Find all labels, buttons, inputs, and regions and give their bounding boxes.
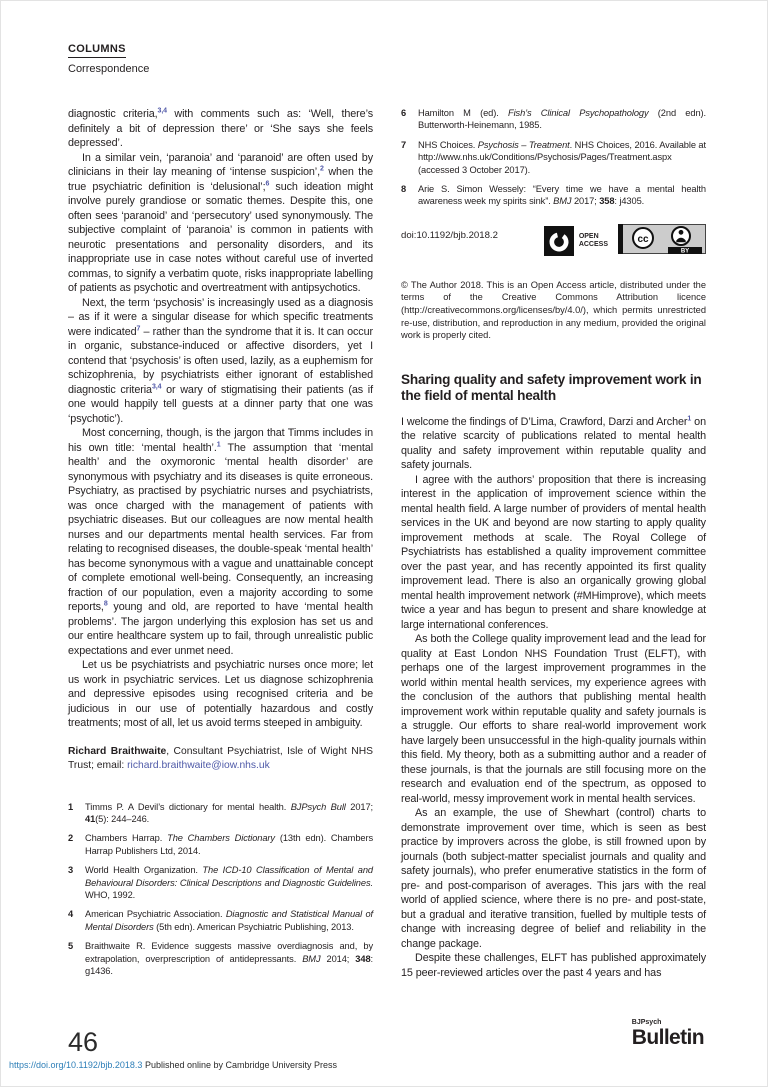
- italic-text: BMJ: [553, 196, 572, 207]
- italic-text: BJPsych Bull: [290, 801, 346, 812]
- bold-text: Richard Braithwaite: [68, 745, 167, 757]
- page-content: [68, 39, 706, 984]
- reference-number: 4: [68, 909, 74, 920]
- reference-text: Hamilton M (ed). Fish’s Clinical Psychopathology (2nd edn). Butterworth-Heinemann, 1985.: [418, 108, 706, 131]
- reference-text: Timms P. A Devil’s dictionary for mental health. BJPsych Bull 2017; 41(5): 244–246.: [85, 801, 374, 824]
- page-number: 46: [68, 1027, 99, 1057]
- reference-text: Braithwaite R. Evidence suggests massive overdiagnosis and, by extrapolation, overprescription of antidepressants. BMJ 2014; 348: g1436.: [85, 941, 373, 976]
- reference-text: Arie S. Simon Wessely: “Every time we have a mental health awareness week my spirits sink”. BMJ 2017; 358: j4305.: [418, 184, 706, 207]
- italic-text: Fish’s Clinical Psychopathology: [507, 108, 649, 118]
- journal-logo-small-text: BJPsych: [631, 1019, 662, 1026]
- citation-superscript[interactable]: 3,4: [157, 107, 167, 115]
- reference-text: World Health Organization. The ICD-10 Classification of Mental and Behavioural Disorders: Clinical Descriptions and Diagnostic Guidelines. WHO, 1992.: [85, 865, 373, 900]
- article-doi: doi:10.1192/bjb.2018.2: [401, 229, 498, 241]
- reference-item: [68, 864, 373, 901]
- bold-text: 348: [355, 953, 371, 964]
- citation-superscript[interactable]: 6: [265, 179, 270, 187]
- reference-item: [401, 183, 706, 208]
- reference-number: 2: [68, 833, 74, 844]
- reference-number: 5: [68, 941, 74, 952]
- citation-superscript[interactable]: 3,4: [151, 382, 162, 390]
- reference-item: [401, 139, 706, 176]
- body-paragraph: As both the College quality improvement lead and the lead for quality at East London NHS Foundation Trust (ELFT), with perhaps one of the largest improvement programmes in the world within mental health services, my experience agrees with the conclusion of the authors that publishing mental health improvement work within reputable quality and safety journals is a struggle. Our efforts to share real-world improvement work have largely been unsuccessful in the high-quality journals within this field. My theory, both as a submitting author and a reader of these journals, is that the journals are still focusing more on the research and evaluation end of the spectrum, as opposed to real-world, messy improvement work in mental health services.: [401, 633, 706, 805]
- doi-and-badges-row: [401, 224, 706, 259]
- body-paragraph: diagnostic criteria,$^{3,4}$ with comments such as: ‘Well, there’s definitely a bit of depression there’ or ‘She says she feels depressed’.: [68, 107, 373, 149]
- bold-text: 358: [599, 196, 615, 207]
- body-paragraph: Most concerning, though, is the jargon that Timms includes in his own title: ‘mental health’.$^1$ The assumption that ‘mental health’ and the oxymoronic ‘mental health disorder’ are synonymous with psychiatry and its diseases is quite erroneous. Psychiatry, as practised by psychiatric nurses and psychiatrists, was once charged with the management of patients with psychiatric diseases. But our colleagues are now mental health nurses and our departments mental health services. Far from relating to recognised diseases, the double-speak ‘mental health’ has become synonymous with a vague and unattainable concept of complete emotional well-being. Consequently, an increasing fraction of our population, even a majority according to some reports,$^8$ young and old, are reported to have ‘mental health problems’. The jargon underlying this explosion has set us and our entire healthcare system up to fail, through unrealistic public expectations and ever unmet need.: [68, 427, 373, 657]
- reference-text: NHS Choices. Psychosis – Treatment. NHS Choices, 2016. Available at http://www.nhs.uk/Conditions/Psychosis/Pages/Treatment.aspx (accessed 3 October 2017).: [418, 139, 706, 175]
- two-column-layout: [68, 107, 706, 984]
- reference-number: 7: [401, 139, 407, 150]
- bold-text: 41: [85, 813, 96, 824]
- body-paragraph: Next, the term ‘psychosis’ is increasingly used as a diagnosis – as if it were a singular disease for which specific treatments were indicated$^7$ – rather than the syndrome that it is. It can occur in organic, substance-induced or affective disorders, yet I contend that ‘psychosis’ is often used, lazily, as a euphemism for schizophrenia, by psychiatrists either ignorant of established diagnostic criteria$^{3,4}$ or wary of stigmatising their patients (as if one would happily tell guests at a dinner party that one was ‘psychotic’).: [68, 296, 373, 425]
- left-column-paragraphs: [68, 107, 373, 731]
- reference-text: Chambers Harrap. The Chambers Dictionary (13th edn). Chambers Harrap Publishers Ltd, 2014.: [85, 833, 374, 856]
- cc-person-icon: [672, 227, 690, 245]
- copyright-notice: © The Author 2018. This is an Open Access article, distributed under the terms of the Creative Commons Attribution licence (http://creativecommons.org/licenses/by/4.0/), which permits unrestricted re-use, distribution, and reproduction in any medium, provided the original work is properly cited.: [401, 279, 706, 341]
- citation-superscript[interactable]: 1: [687, 415, 692, 423]
- italic-text: The ICD-10 Classification of Mental and Behavioural Disorders: Clinical Descriptions and Diagnostic Guidelines.: [85, 865, 373, 888]
- page-header: [68, 39, 706, 75]
- reference-item: [401, 107, 706, 132]
- footer-published-note: Published online by Cambridge University Press: [142, 1060, 338, 1070]
- reference-item: [68, 801, 373, 826]
- italic-text: The Chambers Dictionary: [167, 833, 275, 844]
- svg-text:BY: BY: [680, 248, 690, 254]
- references-list-1-5: [68, 801, 373, 978]
- body-paragraph: I agree with the authors’ proposition that there is increasing interest in the application of improvement science within the mental health field. A large number of providers of mental health services in the UK and beyond are now starting to apply quality improvement methods at scale. The Royal College of Psychiatrists has established a quality improvement committee over the past year, and has recently appointed its first quality improvement lead. There is also an organically growing global mental health improvement network (#MHimprove), which meets twice a year and has begun to present and share knowledge at large international conferences.: [401, 473, 706, 631]
- citation-superscript[interactable]: 8: [103, 600, 108, 608]
- reference-number: 1: [68, 801, 74, 812]
- body-paragraph: In a similar vein, ‘paranoia’ and ‘paranoid’ are often used by clinicians in their lay meaning of ‘intense suspicion’,$^2$ when the true psychiatric definition is ‘delusional’;$^6$ such ideation might involve purely grandiose or somatic themes. Despite this, one often sees ‘paranoid’ and ‘persecutory’ used synonymously. The subjective complaint of ‘paranoia’ is common in patients with neurotic presentations and personality disorders, and its inappropriate use in case notes without careful use of inverted commas, to signify a verbatim quote, risks inappropriate labelling of patients as psychotic and overtreatment with antipsychotics.: [68, 151, 374, 294]
- reference-item: [68, 940, 373, 977]
- publisher-footer: [9, 1060, 337, 1070]
- author-signature: Richard Braithwaite, Consultant Psychiatrist, Isle of Wight NHS Trust; email: richard.braithwaite@iow.nhs.uk: [68, 745, 373, 771]
- section-subtitle: Correspondence: [68, 63, 150, 75]
- left-column: [68, 107, 373, 984]
- journal-logo: [632, 1019, 704, 1049]
- journal-logo-large-text: Bulletin: [631, 1026, 704, 1049]
- open-access-label: OPEN ACCESS: [578, 233, 608, 249]
- article-paragraphs: [401, 415, 706, 981]
- citation-superscript[interactable]: 2: [320, 165, 324, 173]
- references-list-6-8: [401, 107, 706, 208]
- reference-number: 6: [401, 108, 407, 118]
- italic-text: Diagnostic and Statistical Manual of Mental Disorders: [85, 909, 373, 932]
- reference-item: [68, 832, 373, 857]
- right-column: [401, 107, 706, 984]
- email-link[interactable]: richard.braithwaite@iow.nhs.uk: [127, 759, 270, 771]
- footer-doi-link[interactable]: https://doi.org/10.1192/bjb.2018.3: [9, 1060, 143, 1070]
- license-badges: [544, 224, 706, 259]
- reference-text: American Psychiatric Association. Diagnostic and Statistical Manual of Mental Disorders (5th edn). American Psychiatric Publishing, 2013.: [85, 909, 373, 932]
- svg-text:cc: cc: [637, 233, 649, 245]
- body-paragraph: As an example, the use of Shewhart (control) charts to demonstrate improvement over time, which is seen as best practice by improvers across the globe, is still frowned upon by journals (both subject-matter specialist journals and quality and safety journals), who prefer enumerative statistics in the form of pre- and post-comparison of averages. This jars with the real world of applied science, where there is no pre- and post-state, but a gradual and iterative transition, fuelled by multiple tests of change with increasing degree of belief and reliability in the change package.: [401, 807, 706, 950]
- reference-number: 3: [68, 865, 74, 876]
- reference-item: [68, 908, 373, 933]
- reference-number: 8: [401, 184, 407, 195]
- cc-by-badge: [618, 224, 706, 259]
- article-title: Sharing quality and safety improvement work in the field of mental health: [401, 371, 702, 404]
- open-access-badge: [544, 226, 608, 256]
- italic-text: Psychosis – Treatment: [477, 139, 570, 150]
- body-paragraph: Let us be psychiatrists and psychiatric nurses once more; let us work in psychiatric services. Let us diagnose schizophrenia and depressive episodes using recognised criteria and be judicious in our use of potentially hazardous and costly treatments; most of all, let us avoid terms steeped in ambiguity.: [68, 659, 373, 729]
- body-paragraph: I welcome the findings of D’Lima, Crawford, Darzi and Archer$^1$ on the relative scarcity of publications related to mental health quality and safety improvement within reputable quality and safety journals.: [401, 415, 706, 472]
- body-paragraph: Despite these challenges, ELFT has published approximately 15 peer-reviewed articles over the past 4 years and has: [401, 952, 706, 979]
- citation-superscript[interactable]: 1: [216, 440, 221, 448]
- open-access-lock-icon: [544, 226, 574, 256]
- italic-text: BMJ: [302, 953, 321, 964]
- citation-superscript[interactable]: 7: [136, 324, 141, 332]
- section-kicker: COLUMNS: [68, 43, 126, 58]
